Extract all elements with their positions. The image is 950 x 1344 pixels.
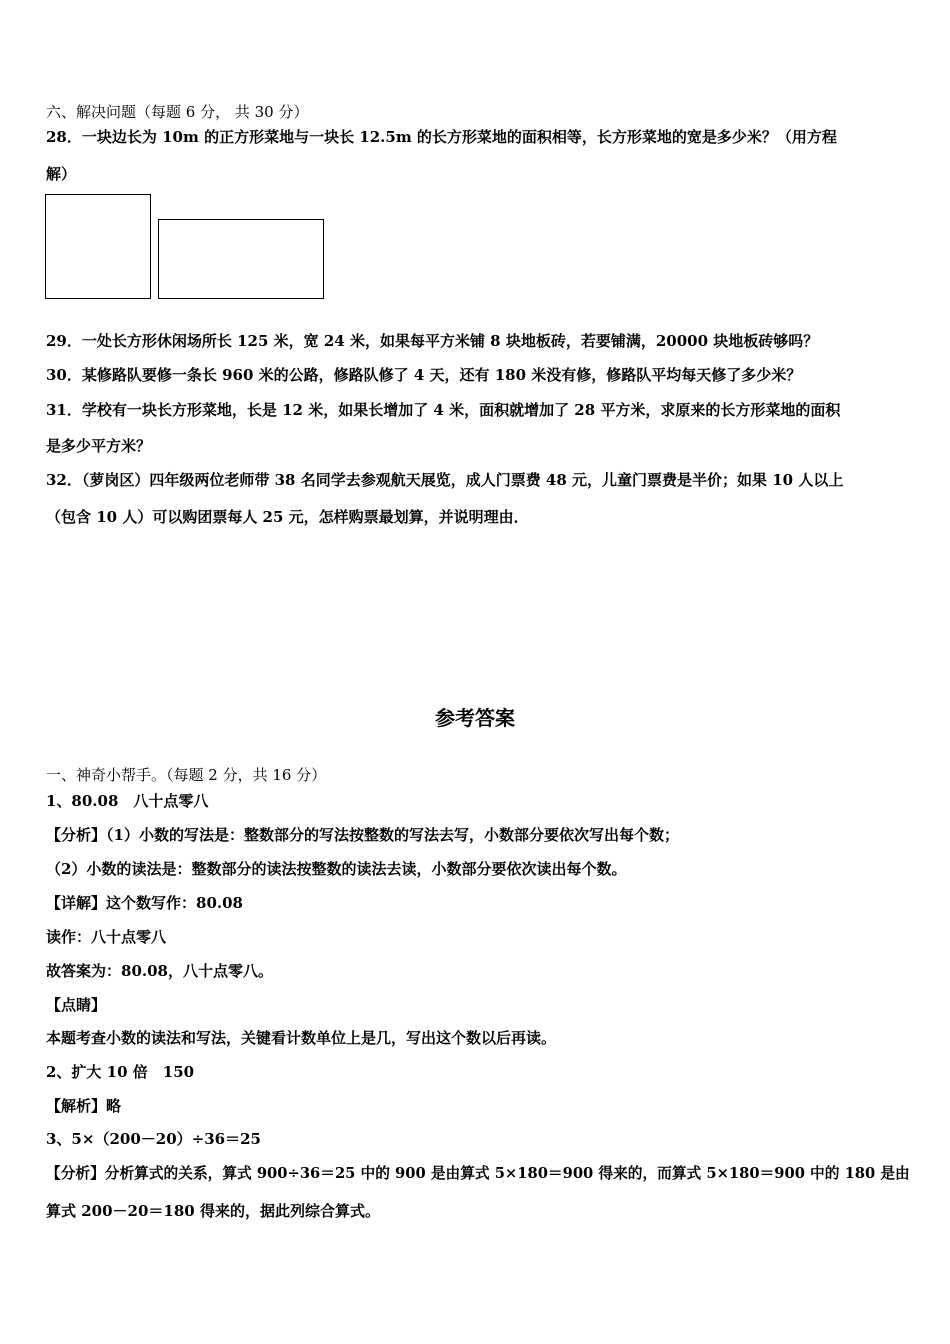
- answer-2-analysis: 【解析】略: [46, 1097, 122, 1115]
- answer-1-note: 本题考查小数的读法和写法，关键看计数单位上是几，写出这个数以后再读。: [46, 1029, 557, 1047]
- answer-1-note-label: 【点睛】: [46, 996, 107, 1014]
- answer-3-analysis-line2: 算式 200－20＝180 得来的，据此列综合算式。: [46, 1202, 380, 1220]
- answer-1-final: 故答案为：80.08，八十点零八。: [46, 962, 273, 980]
- answers-section1-heading: 一、神奇小帮手。（每题 2 分，共 16 分）: [46, 766, 327, 784]
- question-29: 29．一处长方形休闲场所长 125 米，宽 24 米，如果每平方米铺 8 块地板砖，若要铺满，20000 块地板砖够吗？: [46, 332, 819, 350]
- question-31-line2: 是多少平方米？: [46, 437, 152, 455]
- answers-title: 参考答案: [435, 706, 515, 730]
- answer-1-read: 读作：八十点零八: [46, 928, 167, 946]
- square-field-figure: [45, 194, 151, 299]
- question-28-line2: 解）: [46, 165, 77, 183]
- question-32-line2: （包含 10 人）可以购团票每人 25 元，怎样购票最划算，并说明理由．: [46, 508, 529, 526]
- answer-1: 1、80.08 八十点零八: [46, 792, 209, 810]
- answer-2: 2、扩大 10 倍 150: [46, 1063, 195, 1081]
- section6-heading: 六、解决问题（每题 6 分， 共 30 分）: [46, 103, 309, 121]
- question-28-line1: 28．一块边长为 10m 的正方形菜地与一块长 12.5m 的长方形菜地的面积相等，长方形菜地的宽是多少米？（用方程: [46, 128, 837, 146]
- answer-3-analysis-line1: 【分析】分析算式的关系，算式 900÷36＝25 中的 900 是由算式 5×180＝900 得来的，而算式 5×180＝900 中的 180 是由: [46, 1164, 910, 1182]
- rectangle-field-figure: [158, 219, 324, 299]
- question-32-line1: 32．（萝岗区）四年级两位老师带 38 名同学去参观航天展览，成人门票费 48 元，儿童门票费是半价；如果 10 人以上: [46, 471, 844, 489]
- answer-1-detail: 【详解】这个数写作：80.08: [46, 894, 243, 912]
- question-30: 30．某修路队要修一条长 960 米的公路，修路队修了 4 天，还有 180 米没有修，修路队平均每天修了多少米？: [46, 366, 802, 384]
- question-31-line1: 31．学校有一块长方形菜地，长是 12 米，如果长增加了 4 米，面积就增加了 28 平方米，求原来的长方形菜地的面积: [46, 401, 841, 419]
- answer-3: 3、5×（200－20）÷36＝25: [46, 1130, 261, 1148]
- answer-1-analysis-2: （2）小数的读法是：整数部分的读法按整数的读法去读，小数部分要依次读出每个数。: [46, 860, 627, 878]
- answer-1-analysis: 【分析】（1）小数的写法是：整数部分的写法按整数的写法去写，小数部分要依次写出每个数；: [46, 826, 679, 844]
